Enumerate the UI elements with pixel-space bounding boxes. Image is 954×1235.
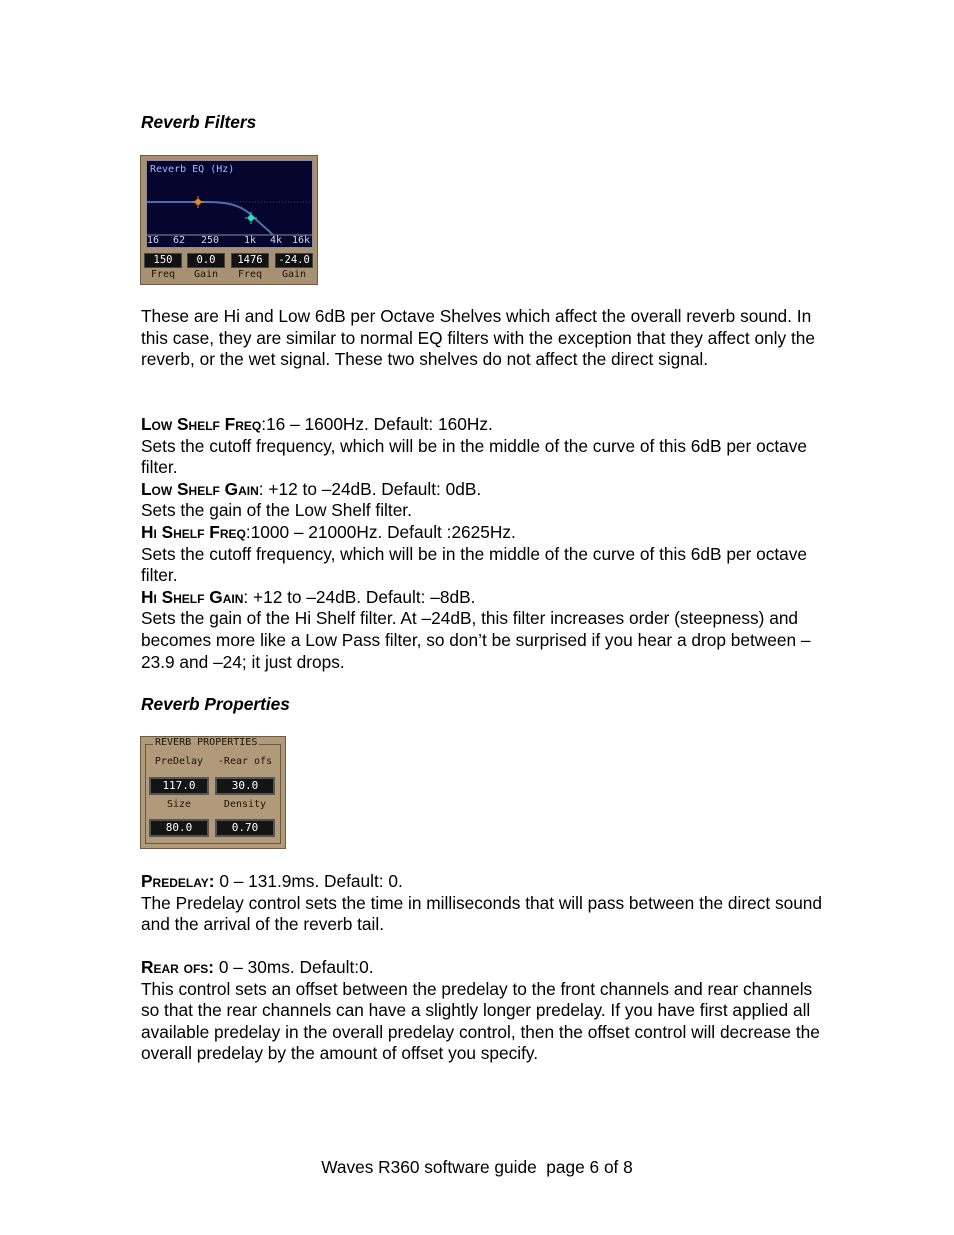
intro-paragraph: These are Hi and Low 6dB per Octave Shelves which affect the overall reverb sound. In this case, they are similar to normal EQ filters with the exception that they affect only the reverb, or the wet signal. These two shelves do not affect the direct signal. <box>141 306 815 370</box>
rear-ofs-heading <box>141 957 831 979</box>
param-range: :16 – 1600Hz. Default: 160Hz. <box>261 414 493 434</box>
page-footer: Waves R360 software guide page 6 of 8 <box>321 1157 633 1177</box>
low-shelf-freq-label: Freq <box>150 269 176 280</box>
hi-shelf-freq-control <box>231 253 269 282</box>
size-value[interactable]: 80.0 <box>149 819 209 837</box>
filter-parameters <box>141 414 831 673</box>
freq-tick: 250 <box>201 235 220 246</box>
size-label: Size <box>166 799 192 810</box>
param-name: Rear ofs: <box>141 957 215 977</box>
predelay-label: PreDelay <box>154 756 204 767</box>
density-value[interactable]: 0.70 <box>215 819 275 837</box>
param-desc: Sets the gain of the Low Shelf filter. <box>141 500 412 521</box>
param-range: 0 – 30ms. Default:0. <box>214 957 374 977</box>
param-hi-shelf-gain <box>141 587 831 609</box>
freq-tick: 62 <box>173 235 186 246</box>
param-range: 0 – 131.9ms. Default: 0. <box>214 871 403 891</box>
param-name: Low Shelf Freq <box>141 414 262 434</box>
param-desc: Sets the gain of the Hi Shelf filter. At –24dB, this filter increases order (steepness) and becomes more like a Low Pass filter, so don’t be surprised if you hear a drop between –23.9 and –24; it just drops. <box>141 608 811 672</box>
hi-shelf-gain-value[interactable]: -24.0 <box>275 253 313 268</box>
freq-tick: 16 <box>147 235 160 246</box>
low-shelf-freq-control <box>144 253 182 282</box>
low-shelf-freq-value[interactable]: 150 <box>144 253 182 268</box>
param-desc: The Predelay control sets the time in milliseconds that will pass between the direct sound and the arrival of the reverb tail. <box>141 892 823 935</box>
param-low-shelf-gain <box>141 479 831 501</box>
eq-title: Reverb EQ (Hz) <box>150 164 235 175</box>
section-heading-reverb-properties: Reverb Properties <box>141 694 290 714</box>
low-shelf-gain-control <box>187 253 225 282</box>
param-range: : +12 to –24dB. Default: 0dB. <box>258 478 482 499</box>
param-range: : +12 to –24dB. Default: –8dB. <box>243 586 476 607</box>
low-shelf-gain-value[interactable]: 0.0 <box>187 253 225 268</box>
density-label: Density <box>223 799 267 810</box>
reverb-eq-panel <box>140 155 318 285</box>
param-desc: Sets the cutoff frequency, which will be in the middle of the curve of this 6dB per octave filter. <box>141 435 808 478</box>
param-name: Low Shelf Gain <box>141 478 259 499</box>
predelay-section <box>141 871 831 936</box>
eq-frequency-axis <box>147 235 312 247</box>
hi-shelf-gain-label: Gain <box>281 269 307 280</box>
freq-tick: 4k <box>270 235 283 246</box>
section-heading-reverb-filters: Reverb Filters <box>141 112 257 132</box>
hi-shelf-marker <box>245 212 257 224</box>
param-name: Hi Shelf Gain <box>141 586 244 607</box>
predelay-value[interactable]: 117.0 <box>149 777 209 795</box>
reverb-properties-title: REVERB PROPERTIES <box>155 737 258 748</box>
rear-ofs-value[interactable]: 30.0 <box>215 777 275 795</box>
hi-shelf-gain-control <box>275 253 313 282</box>
param-range: :1000 – 21000Hz. Default :2625Hz. <box>245 521 516 542</box>
param-name: Hi Shelf Freq <box>141 521 246 542</box>
rear-ofs-section <box>141 957 831 1065</box>
predelay-heading <box>141 871 831 893</box>
hi-shelf-freq-label: Freq <box>237 269 263 280</box>
param-hi-shelf-freq <box>141 522 831 544</box>
freq-tick: 16k <box>292 235 311 246</box>
param-desc: This control sets an offset between the predelay to the front channels and rear channels so that the rear channels can have a slightly longer predelay. If you have first applied all available predelay in the overall predelay control, then the offset control will decrease the overall predelay by the amount of offset you specify. <box>141 978 820 1064</box>
param-desc: Sets the cutoff frequency, which will be in the middle of the curve of this 6dB per octave filter. <box>141 543 808 586</box>
low-shelf-marker <box>192 196 204 208</box>
rear-ofs-label: -Rear ofs <box>217 756 273 767</box>
hi-shelf-freq-value[interactable]: 1476 <box>231 253 269 268</box>
param-low-shelf-freq <box>141 414 831 436</box>
param-name: Predelay: <box>141 871 215 891</box>
low-shelf-gain-label: Gain <box>193 269 219 280</box>
reverb-properties-panel <box>140 736 286 849</box>
reverb-eq-display[interactable] <box>146 160 313 248</box>
freq-tick: 1k <box>244 235 257 246</box>
